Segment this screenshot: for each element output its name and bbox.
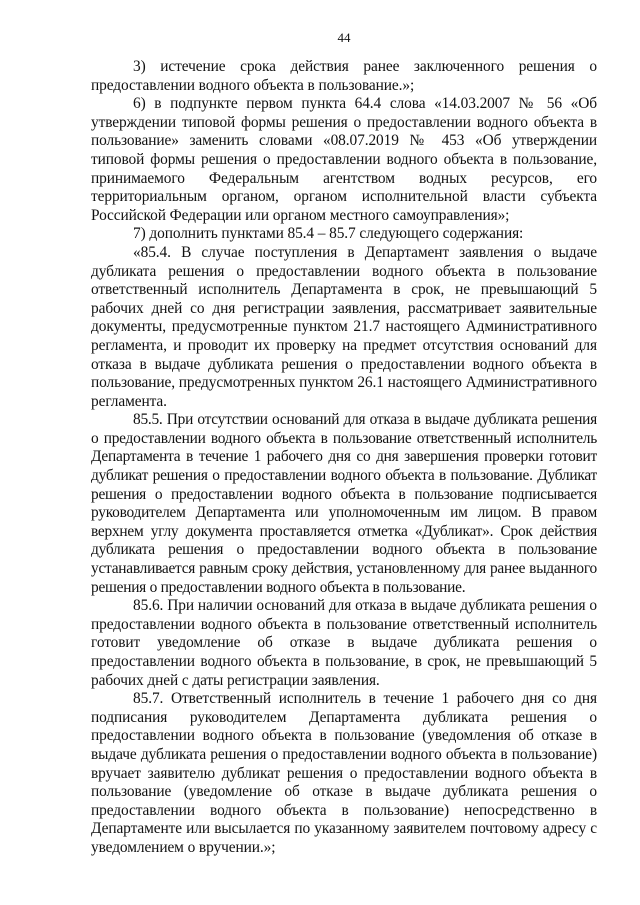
paragraph-item-6: 6) в подпункте первом пункта 64.4 слова «14.03.2007 № 56 «Об утверждении типовой формы решения о предоставлении водного объекта в пользование» заменить словами «08.07.2019 № 453 «Об утверждении типовой формы решения о предоставлении водного объекта в пользование, принимаемого Федеральным агентством водных ресурсов, его территориальным органом, органом исполнительной власти субъекта Российской Федерации или органом местного самоуправления»; bbox=[91, 95, 597, 224]
paragraph-item-3: 3) истечение срока действия ранее заключенного решения о предоставлении водного объекта в пользование.»; bbox=[91, 58, 597, 94]
page-number: 44 bbox=[337, 30, 351, 45]
paragraph-item-7: 7) дополнить пунктами 85.4 – 85.7 следующего содержания: bbox=[133, 225, 524, 243]
paragraph-85-7: 85.7. Ответственный исполнитель в течение 1 рабочего дня со дня подписания руководителем Департамента дубликата решения о предоставлении водного объекта в пользование (уведомления об отказе в выдаче дубликата решения о предоставлении водного объекта в пользование) вручает заявителю дубликат решения о предоставлении водного объекта в пользование (уведомление об отказе в выдаче дубликата решения о предоставлении водного объекта в пользование) непосредственно в Департаменте или высылается по указанному заявителем почтовому адресу с уведомлением о вручении.»; bbox=[91, 690, 597, 856]
paragraph-85-6: 85.6. При наличии оснований для отказа в выдаче дубликата решения о предоставлении водного объекта в пользование ответственный исполнитель готовит уведомление об отказе в выдаче дубликата решения о предоставлении водного объекта в пользование, в срок, не превышающий 5 рабочих дней с даты регистрации заявления. bbox=[91, 597, 597, 689]
paragraph-85-4: «85.4. В случае поступления в Департамент заявления о выдаче дубликата решения о предоставлении водного объекта в пользование ответственный исполнитель Департамента в срок, не превышающий 5 рабочих дней со дня регистрации заявления, рассматривает заявительные документы, предусмотренные пунктом 21.7 настоящего Административного регламента, и проводит их проверку на предмет отсутствия оснований для отказа в выдаче дубликата решения о предоставлении водного объекта в пользование, предусмотренных пунктом 26.1 настоящего Административного регламента. bbox=[91, 243, 597, 410]
paragraph-85-5: 85.5. При отсутствии оснований для отказа в выдаче дубликата решения о предоставлении водного объекта в пользование ответственный исполнитель Департамента в течение 1 рабочего дня со дня завершения проверки готовит дубликат решения о предоставлении водного объекта в пользование. Дубликат решения о предоставлении водного объекта в пользование подписывается руководителем Департамента или уполномоченным им лицом. В правом верхнем углу документа проставляется отметка «Дубликат». Срок действия дубликата решения о предоставлении водного объекта в пользование устанавливается равным сроку действия, установленному для ранее выданного решения о предоставлении водного объекта в пользование. bbox=[91, 411, 597, 596]
document-page bbox=[91, 30, 597, 858]
